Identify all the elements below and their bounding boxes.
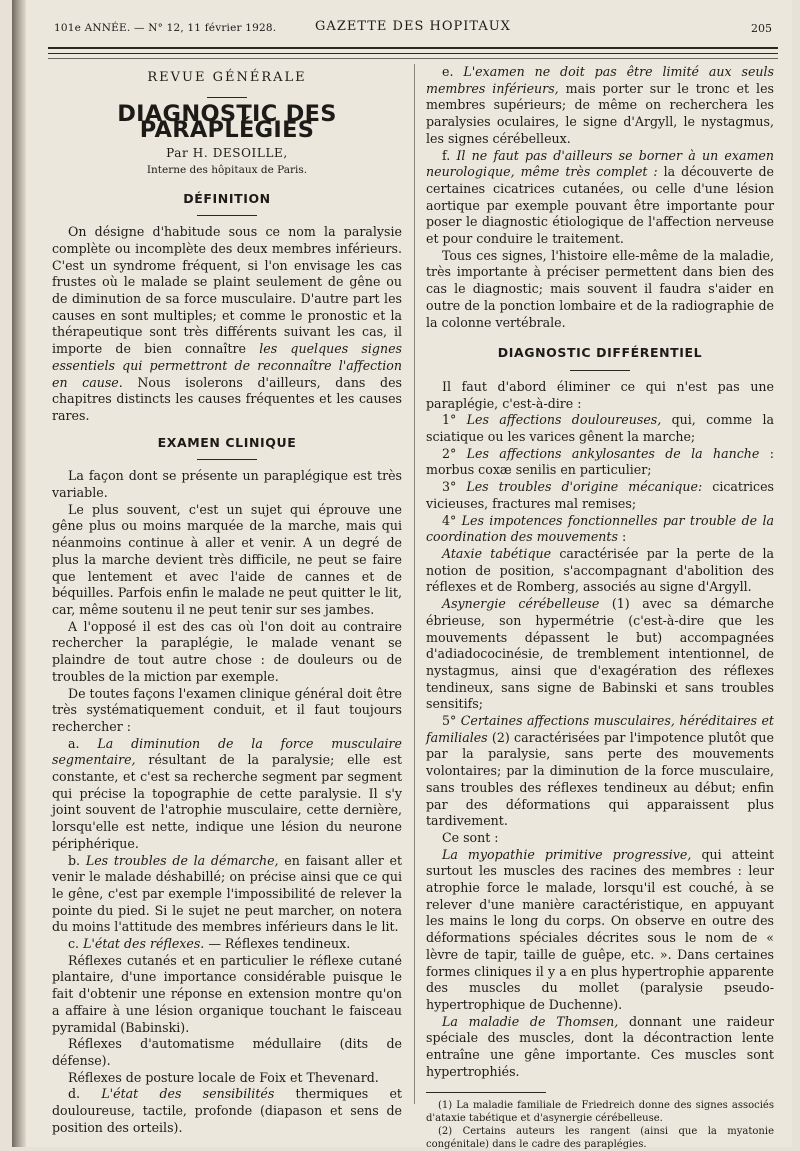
rubric: REVUE GÉNÉRALE xyxy=(147,70,307,85)
list-item: 3° Les troubles d'origine mécanique: cicatrices vicieuses, fractures mal remises; xyxy=(426,479,774,511)
article-title: DIAGNOSTIC DES PARAPLÉGIES xyxy=(117,100,337,144)
header-thin-rule xyxy=(48,58,778,59)
paragraph: Le plus souvent, c'est un sujet qui éprouve une gêne plus ou moins marquée de la marche, mais qui néanmoins continue à aller et venir. A un degré de plus la marche devient très difficile, ne peut se faire que lentement et avec l'aide de cannes et de béquilles. Parfois enfin le malade ne peut quitter le lit, car, même soutenu il ne peut tenir sur ses jambes. xyxy=(52,501,402,617)
list-item: 2° Les affections ankylosantes de la hanche : morbus coxæ senilis en particulier; xyxy=(426,445,774,478)
column-separator xyxy=(414,64,415,1104)
list-item: b. Les troubles de la démarche, en faisant aller et venir le malade déshabillé; on précise ainsi que ce qui le gêne, c'est par exemple l'impossibilité de relever la pointe du pied. Si le sujet ne peut marcher, on notera du moins l'attitude des membres inférieurs dans le lit. xyxy=(52,852,403,935)
section-heading-definition: DÉFINITION xyxy=(183,190,271,206)
section-heading-examen: EXAMEN CLINIQUE xyxy=(157,434,297,450)
paragraph: Il faut d'abord éliminer ce qui n'est pas une paraplégie, c'est-à-dire : xyxy=(426,378,774,411)
section-rule xyxy=(197,459,257,460)
list-item: a. La diminution de la force musculaire segmentaire, résultant de la paralysie; elle est constante, et c'est sa recherche segment par segment qui précise la topographie de cette paralysie. Il s'y joint souvent de l'atrophie musculaire, cette dernière, lorsqu'elle est nette, indique une lésion du neurone périphérique. xyxy=(52,735,403,851)
page-number: 205 xyxy=(751,22,772,35)
footnote-rule xyxy=(426,1092,546,1093)
paragraph: Réflexes cutanés et en particulier le réflexe cutané plantaire, d'une importance considérable puisque le fait d'obtenir une réponse en extension montre qu'on a affaire à une lésion organique touchant le faisceau pyramidal (Babinski). xyxy=(52,952,402,1035)
paragraph: A l'opposé il est des cas où l'on doit au contraire rechercher la paraplégie, le malade venant se plaindre de tout autre chose : de douleurs ou de troubles de la miction par exemple. xyxy=(52,618,402,684)
footnote-2: (2) Certains auteurs les rangent (ainsi que la myatonie congénitale) dans le cadre des paraplégies. xyxy=(426,1126,774,1151)
paragraph: Réflexes de posture locale de Foix et Thevenard. xyxy=(68,1069,379,1085)
list-item: c. L'état des réflexes. — Réflexes tendineux. xyxy=(68,936,351,952)
issue-line: 101e ANNÉE. — N° 12, 11 février 1928. xyxy=(54,22,277,34)
section-heading-differentiel: DIAGNOSTIC DIFFÉRENTIEL xyxy=(497,345,703,361)
paragraph: On désigne d'habitude sous ce nom la paralysie complète ou incomplète des deux membres inférieurs. C'est un syndrome fréquent, si l'on envisage les cas frustes où le malade se plaint seulement de gêne ou de diminution de sa force musculaire. D'autre part les causes en sont multiples; et comme le pronostic et la thérapeutique sont très différents suivant les cas, il importe de bien connaître les quelques signes essentiels qui permettront de reconnaître l'affection en cause. Nous isolerons d'ailleurs, dans des chapitres distincts les causes fréquentes et les causes rares. xyxy=(52,224,402,423)
list-item: f. Il ne faut pas d'ailleurs se borner à un examen neurologique, même très complet : la découverte de certaines cicatrices cutanées, ou celle d'une lésion aortique par exemple pouvant être importante pour poser le diagnostic étiologique de l'affection nerveuse et pour conduire le traitement. xyxy=(426,147,774,247)
section-rule xyxy=(197,215,257,216)
left-column xyxy=(52,64,402,1136)
list-item: e. L'examen ne doit pas être limité aux seuls membres inférieurs, mais porter sur le tronc et les membres supérieurs; de même on recherchera les paralysies oculaires, le signe d'Argyll, le nystagmus, les signes cérébelleux. xyxy=(426,64,774,146)
paragraph: La façon dont se présente un paraplégique est très variable. xyxy=(52,468,402,501)
list-item: 5° Certaines affections musculaires, héréditaires et familiales (2) caractérisées par l'impotence plutôt que par la paralysie, sans perte des mouvements volontaires; par la diminution de la force musculaire, sans troubles des réflexes tendineux au début; enfin par des déformations qui apparaissent plus tardivement. xyxy=(426,713,774,829)
paragraph: De toutes façons l'examen clinique général doit être très systématiquement conduit, et il faut toujours rechercher : xyxy=(52,685,402,734)
paragraph: Asynergie cérébelleuse (1) avec sa démarche ébrieuse, son hypermétrie (c'est-à-dire que les mouvements dépassent le but) accompagnées d'adiadococinésie, de tremblement intentionnel, de nystagmus, ainsi que d'exagération des réflexes tendineux, sans signe de Babinski et sans troubles sensitifs; xyxy=(426,596,774,712)
footnote-1: (1) La maladie familiale de Friedreich donne des signes associés d'ataxie tabétique et d'asynergie cérébelleuse. xyxy=(426,1100,774,1125)
paragraph: Ce sont : xyxy=(442,829,499,845)
paragraph: La myopathie primitive progressive, qui atteint surtout les muscles des racines des membres : leur atrophie force le malade, lorsqu'il est couché, à se relever d'une manière caractéristique, en appuyant les mains le long du corps. On observe en outre des déformations spéciales décrites sous le nom de « lèvre de tapir, taille de guêpe, etc. ». Dans certaines formes cliniques il y a en plus hypertrophie apparente des muscles du mollet (paralysie pseudo-hypertrophique de Duchenne). xyxy=(426,846,774,1012)
author-role: Interne des hôpitaux de Paris. xyxy=(146,163,308,176)
paragraph: Réflexes d'automatisme médullaire (dits de défense). xyxy=(52,1036,402,1068)
paragraph: Tous ces signes, l'histoire elle-même de la maladie, très importante à préciser permettent dans bien des cas le diagnostic; mais souvent il faudra s'aider en outre de la ponction lombaire et de la radiographie de la colonne vertébrale. xyxy=(426,247,774,330)
right-column xyxy=(426,64,774,1151)
journal-name: GAZETTE DES HOPITAUX xyxy=(315,19,511,34)
running-head xyxy=(54,18,772,40)
list-item: 1° Les affections douloureuses, qui, comme la sciatique ou les varices gênent la marche; xyxy=(426,412,774,445)
page-binding-shadow xyxy=(12,0,26,1147)
paragraph: La maladie de Thomsen, donnant une raideur spéciale des muscles, dont la décontraction lente entraîne une gêne importante. Ces muscles sont hypertrophiés. xyxy=(426,1013,774,1079)
paragraph: Ataxie tabétique caractérisée par la perte de la notion de position, s'accompagnant d'abolition des réflexes et de Romberg, associés au signe d'Argyll. xyxy=(426,545,774,595)
author: Par H. DESOILLE, xyxy=(166,146,288,161)
section-rule xyxy=(570,370,630,371)
rubric-rule xyxy=(207,97,247,98)
journal-page xyxy=(12,0,792,1151)
list-item: 4° Les impotences fonctionnelles par trouble de la coordination des mouvements : xyxy=(426,512,774,545)
list-item: d. L'état des sensibilités thermiques et douloureuse, tactile, profonde (diapason et sens de position des orteils). xyxy=(52,1086,402,1135)
header-double-rule xyxy=(48,47,778,54)
